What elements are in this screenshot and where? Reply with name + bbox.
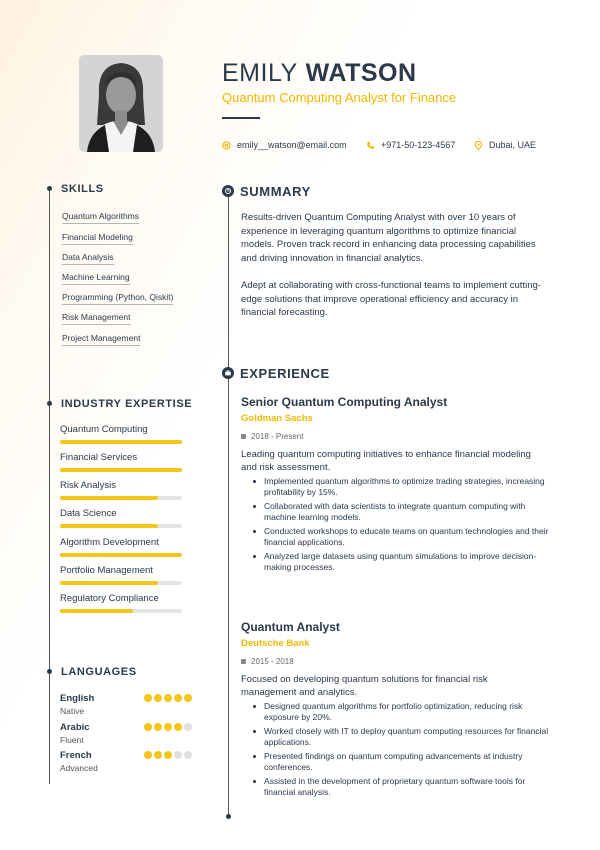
expertise-bar xyxy=(60,496,182,500)
summary-icon xyxy=(222,185,234,197)
expertise-dot xyxy=(47,401,52,406)
phone-text: +971-50-123-4567 xyxy=(381,140,456,150)
skill-item: Risk Management xyxy=(62,312,131,325)
language-level: Advanced xyxy=(60,763,98,773)
rating-dot-filled xyxy=(184,694,192,702)
language-rating xyxy=(144,723,192,731)
full-name xyxy=(222,59,417,88)
job-title: Quantum Computing Analyst for Finance xyxy=(222,90,457,105)
experience-heading: EXPERIENCE xyxy=(240,366,330,381)
location-pin-icon xyxy=(474,141,483,150)
contact-location xyxy=(474,140,536,150)
job-dates-text: 2018 - Present xyxy=(251,432,304,441)
expertise-bar xyxy=(60,609,182,613)
rating-dot-filled xyxy=(164,751,172,759)
expertise-bar xyxy=(60,553,182,557)
job-role: Senior Quantum Computing Analyst xyxy=(241,395,448,409)
rating-dot-filled xyxy=(144,723,152,731)
profile-photo xyxy=(79,55,163,152)
at-icon xyxy=(222,141,231,150)
expertise-heading: INDUSTRY EXPERTISE xyxy=(61,398,193,410)
language-name: French xyxy=(60,750,92,761)
skills-dot xyxy=(47,186,52,191)
job-bullet: Assisted in the development of proprietary quantum software tools for financial analysis. xyxy=(253,776,558,797)
expertise-label: Data Science xyxy=(60,508,117,519)
expertise-label: Risk Analysis xyxy=(60,480,116,491)
language-item xyxy=(60,722,192,745)
expertise-bar-fill xyxy=(60,524,158,528)
job-bullets xyxy=(253,476,558,576)
skill-item: Programming (Python, Qiskit) xyxy=(62,292,173,305)
skill-item: Quantum Algorithms xyxy=(62,211,139,224)
last-name: WATSON xyxy=(305,59,417,87)
expertise-item xyxy=(60,565,182,585)
job-bullet: Presented findings on quantum computing advancements at industry conferences. xyxy=(253,751,558,772)
expertise-bar xyxy=(60,524,182,528)
expertise-item xyxy=(60,480,182,500)
job-bullet: Conducted workshops to educate teams on quantum technologies and their financial applications. xyxy=(253,526,558,547)
phone-icon xyxy=(366,141,375,150)
job-company: Goldman Sachs xyxy=(241,413,313,424)
expertise-bar xyxy=(60,581,182,585)
language-level: Fluent xyxy=(60,735,84,745)
summary-heading: SUMMARY xyxy=(240,184,311,199)
expertise-item xyxy=(60,452,182,472)
language-level: Native xyxy=(60,706,85,716)
job-dates-text: 2015 - 2018 xyxy=(251,657,294,666)
job-description: Focused on developing quantum solutions for financial risk management and analytics. xyxy=(241,674,488,698)
expertise-item xyxy=(60,537,182,557)
rating-dot-filled xyxy=(144,751,152,759)
left-timeline-line xyxy=(49,188,50,784)
rating-dot-empty xyxy=(174,751,182,759)
rating-dot-filled xyxy=(154,723,162,731)
language-name: English xyxy=(60,693,95,704)
expertise-bar-fill xyxy=(60,496,158,500)
job-bullet: Collaborated with data scientists to integrate quantum computing with machine learning models. xyxy=(253,501,558,522)
skills-heading: SKILLS xyxy=(61,183,104,195)
job-bullet: Implemented quantum algorithms to optimize trading strategies, increasing profitability by 15%. xyxy=(253,476,558,497)
job-bullets xyxy=(253,701,558,801)
expertise-bar xyxy=(60,468,182,472)
job-bullet: Worked closely with IT to deploy quantum computing resources for financial applications. xyxy=(253,726,558,747)
expertise-label: Quantum Computing xyxy=(60,424,148,435)
job-bullet: Analyzed large datasets using quantum simulations to improve decision-making processes. xyxy=(253,551,558,572)
expertise-item xyxy=(60,593,182,613)
location-text: Dubai, UAE xyxy=(489,140,537,150)
rating-dot-filled xyxy=(174,723,182,731)
briefcase-icon xyxy=(222,367,234,379)
language-rating xyxy=(144,751,192,759)
expertise-label: Regulatory Compliance xyxy=(60,593,159,604)
expertise-bar-fill xyxy=(60,468,182,472)
language-item xyxy=(60,750,192,773)
summary-paragraph: Results-driven Quantum Computing Analyst with over 10 years of experience in leveraging quantum algorithms to optimize financial models. Proven track record in enhancing data processing capabilities and driving innovation in financial analytics. xyxy=(241,212,536,264)
language-name: Arabic xyxy=(60,722,90,733)
job-dates xyxy=(241,432,303,441)
skill-item: Machine Learning xyxy=(62,272,130,285)
languages-heading: LANGUAGES xyxy=(61,666,137,678)
right-timeline-line xyxy=(228,190,229,815)
skill-item: Project Management xyxy=(62,333,140,346)
job-company: Deutsche Bank xyxy=(241,638,310,649)
skill-item: Financial Modeling xyxy=(62,232,133,245)
job-role: Quantum Analyst xyxy=(241,620,340,634)
expertise-item xyxy=(60,508,182,528)
languages-dot xyxy=(47,669,52,674)
rating-dot-empty xyxy=(184,723,192,731)
expertise-bar-fill xyxy=(60,553,182,557)
expertise-bar-fill xyxy=(60,440,182,444)
rating-dot-filled xyxy=(144,694,152,702)
skill-item: Data Analysis xyxy=(62,252,114,265)
title-divider xyxy=(222,117,260,119)
contact-email[interactable] xyxy=(222,140,347,150)
expertise-bar-fill xyxy=(60,609,133,613)
rating-dot-filled xyxy=(154,694,162,702)
expertise-item xyxy=(60,424,182,444)
rating-dot-filled xyxy=(164,694,172,702)
expertise-label: Algorithm Development xyxy=(60,537,159,548)
expertise-bar xyxy=(60,440,182,444)
job-bullet: Designed quantum algorithms for portfolio optimization, reducing risk exposure by 20%. xyxy=(253,701,558,722)
rating-dot-filled xyxy=(174,694,182,702)
language-item xyxy=(60,693,192,716)
expertise-label: Financial Services xyxy=(60,452,138,463)
rating-dot-empty xyxy=(184,751,192,759)
expertise-bar-fill xyxy=(60,581,158,585)
calendar-icon xyxy=(241,659,246,664)
expertise-label: Portfolio Management xyxy=(60,565,153,576)
first-name: EMILY xyxy=(222,59,298,87)
rating-dot-filled xyxy=(164,723,172,731)
timeline-end-dot xyxy=(226,814,231,819)
job-description: Leading quantum computing initiatives to enhance financial modeling and risk assessment. xyxy=(241,449,531,473)
job-dates xyxy=(241,657,294,666)
calendar-icon xyxy=(241,434,246,439)
rating-dot-filled xyxy=(154,751,162,759)
contact-phone[interactable] xyxy=(366,140,455,150)
summary-paragraph: Adept at collaborating with cross-functional teams to implement cutting-edge solutions that improve operational efficiency and accuracy in financial forecasting. xyxy=(241,280,541,318)
language-rating xyxy=(144,694,192,702)
email-text: emily__watson@email.com xyxy=(237,140,347,150)
